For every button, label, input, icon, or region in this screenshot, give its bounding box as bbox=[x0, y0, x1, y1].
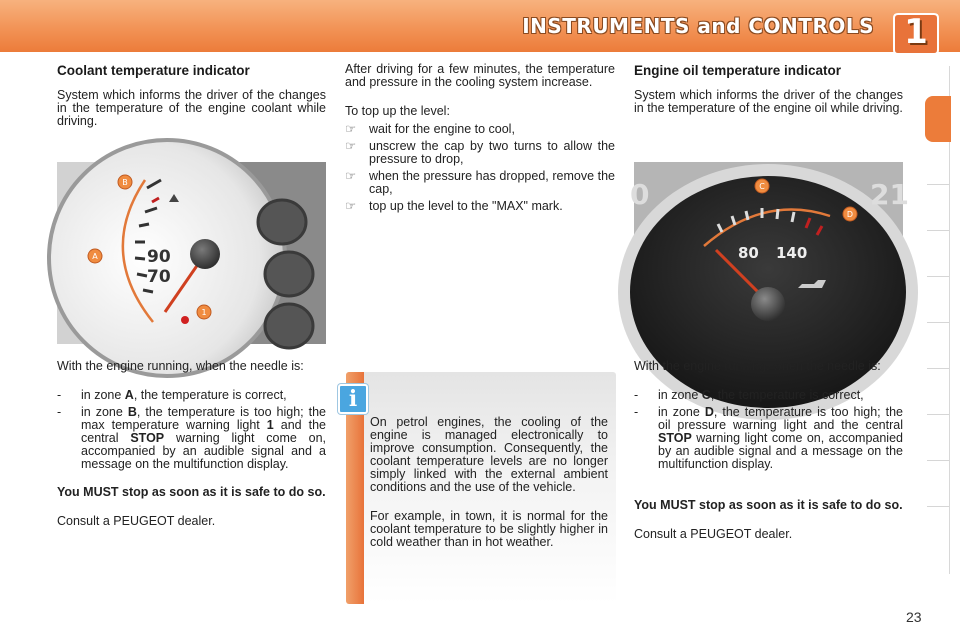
coolant-zone-b-label: B bbox=[122, 178, 128, 187]
coolant-needle-intro: With the engine running, when the needle is: bbox=[57, 359, 304, 373]
list-item: - in zone D, the temperature is too high; the oil pressure warning light and the central STOP warning light come on, accompanied by an audible signal and a message on the multifunction display. bbox=[634, 405, 904, 471]
chapter-tab[interactable] bbox=[927, 322, 949, 369]
coolant-warning: You MUST stop as soon as it is safe to do so. bbox=[57, 485, 326, 499]
topup-steps bbox=[345, 123, 615, 217]
oil-zone-d-label: D bbox=[846, 210, 854, 219]
list-item: - in zone A, the temperature is correct, bbox=[57, 388, 287, 402]
chapter-tab[interactable] bbox=[927, 506, 949, 553]
oil-scale-140: 140 bbox=[776, 244, 808, 262]
list-item: - in zone C, the temperature is correct, bbox=[634, 388, 864, 402]
oil-edge-left-number: 0 bbox=[630, 178, 650, 211]
oil-scale-80: 80 bbox=[738, 244, 759, 262]
chapter-tab[interactable] bbox=[927, 276, 949, 323]
chapter-tab[interactable] bbox=[927, 414, 949, 461]
coolant-consult: Consult a PEUGEOT dealer. bbox=[57, 514, 216, 528]
oil-temp-intro: System which informs the driver of the changes in the temperature of the engine oil while driving. bbox=[634, 88, 903, 115]
pointing-hand-icon: ☞ bbox=[345, 139, 357, 153]
coolant-scale-90: 90 bbox=[147, 247, 171, 267]
pointing-hand-icon: ☞ bbox=[345, 169, 357, 183]
info-paragraph-1: On petrol engines, the cooling of the engine is managed electronically to improve consumption. Consequently, the coolant temperature levels are no longer simply linked with the external ambient conditions and the use of the vehicle. bbox=[370, 415, 608, 494]
list-item: ☞ when the pressure has dropped, remove the cap, bbox=[345, 169, 615, 196]
oil-needle-intro: With the engine running, when the needle is: bbox=[634, 359, 881, 373]
topup-label: To top up the level: bbox=[345, 104, 450, 118]
page-number: 23 bbox=[906, 609, 922, 625]
cooling-system-intro: After driving for a few minutes, the temperature and pressure in the cooling system increase. bbox=[345, 62, 615, 89]
oil-gauge-figure bbox=[630, 162, 909, 344]
coolant-intro: System which informs the driver of the changes in the temperature of the engine coolant while driving. bbox=[57, 88, 326, 128]
chapter-tab[interactable] bbox=[927, 230, 949, 277]
list-item: ☞ unscrew the cap by two turns to allow the pressure to drop, bbox=[345, 139, 615, 166]
oil-warning: You MUST stop as soon as it is safe to do so. bbox=[634, 498, 903, 512]
chapter-tab[interactable] bbox=[927, 460, 949, 507]
chapter-badge bbox=[892, 10, 940, 58]
info-icon: i bbox=[338, 384, 368, 414]
coolant-zone-a-label: A bbox=[92, 252, 98, 261]
chapter-tab[interactable] bbox=[927, 368, 949, 415]
coolant-warning-1-label: 1 bbox=[201, 308, 207, 317]
section-title: INSTRUMENTS and CONTROLS bbox=[522, 14, 874, 38]
oil-zone-list bbox=[634, 389, 903, 475]
list-item: ☞ top up the level to the "MAX" mark. bbox=[345, 199, 563, 213]
coolant-heading: Coolant temperature indicator bbox=[57, 63, 250, 78]
pointing-hand-icon: ☞ bbox=[345, 199, 357, 213]
list-item: - in zone B, the temperature is too high; the max temperature warning light 1 and the central STOP warning light come on, accompanied by an audible signal and a message on the multifunction display. bbox=[57, 405, 327, 471]
oil-edge-right-number: 21 bbox=[870, 178, 909, 211]
coolant-zone-list bbox=[57, 389, 326, 475]
list-item: ☞ wait for the engine to cool, bbox=[345, 122, 515, 136]
coolant-gauge-figure bbox=[57, 162, 326, 344]
oil-temp-heading: Engine oil temperature indicator bbox=[634, 63, 842, 78]
coolant-scale-70: 70 bbox=[147, 267, 171, 287]
info-paragraph-2: For example, in town, it is normal for the coolant temperature to be slightly higher in cold weather than in hot weather. bbox=[370, 509, 608, 549]
chapter-tab[interactable] bbox=[927, 184, 949, 231]
chapter-tab-active[interactable] bbox=[925, 96, 951, 142]
chapter-number: 1 bbox=[904, 12, 928, 52]
pointing-hand-icon: ☞ bbox=[345, 122, 357, 136]
chapter-tabs bbox=[927, 66, 950, 574]
oil-zone-c-label: C bbox=[759, 182, 765, 191]
oil-consult: Consult a PEUGEOT dealer. bbox=[634, 527, 793, 541]
